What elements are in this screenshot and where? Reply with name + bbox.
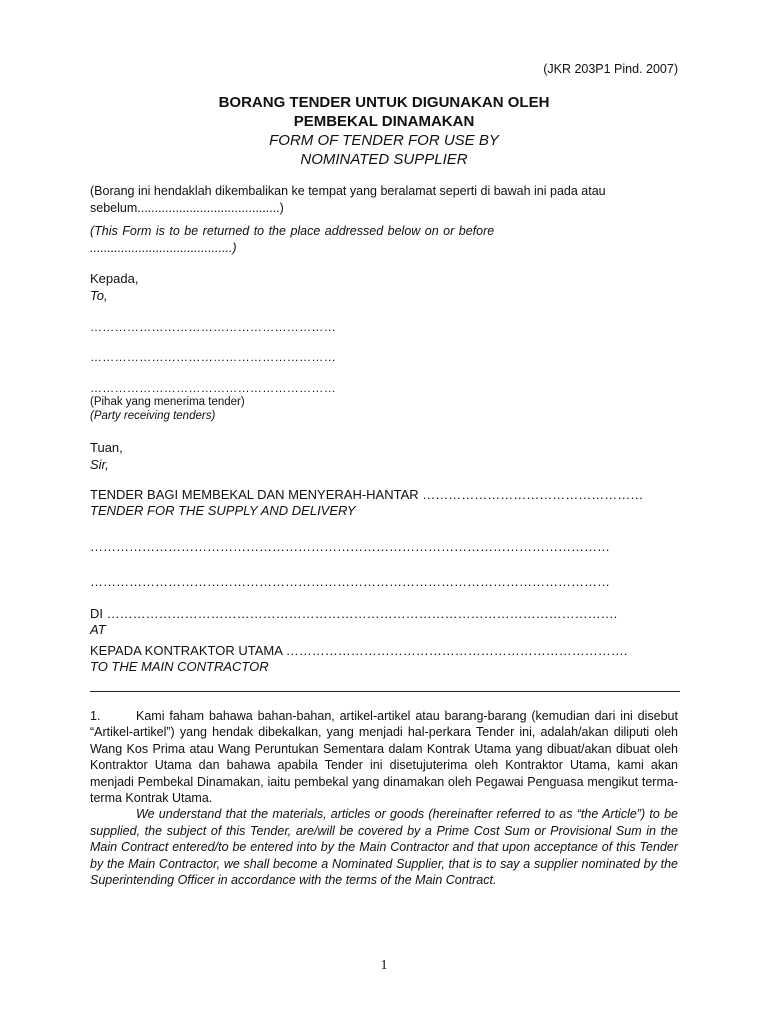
return-note-malay-line2: sebelum.........................................) — [90, 201, 284, 215]
clause-1-malay-text: Kami faham bahawa bahan-bahan, artikel-artikel atau barang-barang (kemudian dari ini disebut “Artikel-artikel”) yang hendak dibekalkan, yang menjadi hal-perkara Tender ini, adalah/akan diliputi oleh Wang Kos Prima atau Wang Peruntukan Sementara dalam Kontrak Utama yang dibuat/akan dibuat oleh Kontraktor Utama dan bahawa apabila Tender ini disetujuterima oleh Kontraktor Utama, kami akan menjadi Pembekal Dinamakan, iaitu pembekal yang dinamakan oleh Pegawai Penguasa mengikut terma-terma Kontrak Utama. — [90, 709, 678, 806]
location-english: AT — [90, 622, 106, 637]
main-contractor-english: TO THE MAIN CONTRACTOR — [90, 659, 269, 674]
addressee-label-malay: Kepada, — [90, 271, 139, 286]
horizontal-rule — [90, 691, 680, 692]
salutation-malay: Tuan, — [90, 440, 123, 455]
return-note-english-line2: .........................................) — [90, 241, 237, 255]
salutation-english: Sir, — [90, 457, 109, 472]
main-contractor-malay: KEPADA KONTRAKTOR UTAMA ……………………………………………………………………. — [90, 643, 628, 658]
tender-blank-line-1: ………………………………………………………………………………………………………… — [90, 539, 610, 554]
tender-for-malay: TENDER BAGI MEMBEKAL DAN MENYERAH-HANTAR …………………………………………… — [90, 487, 644, 502]
return-note-english-line1: (This Form is to be returned to the place addressed below on or before — [90, 224, 495, 238]
addressee-blank-line-2: …………………………………………………… — [90, 350, 336, 364]
title-malay-line1: BORANG TENDER UNTUK DIGUNAKAN OLEH — [218, 94, 550, 111]
clause-1-malay — [90, 708, 678, 806]
clause-1-english-text: We understand that the materials, articles or goods (hereinafter referred to as “the Article”) to be supplied, the subject of this Tender, are/will be covered by a Prime Cost Sum or Provisional Sum in the Main Contract entered/to be entered into by the Main Contractor and that upon acceptance of this Tender by the Main Contractor, we shall become a Nominated Supplier, that is to say a supplier nominated by the Superintending Officer in accordance with the terms of the Main Contract. — [90, 807, 678, 888]
tender-blank-line-2: ………………………………………………………………………………………………………… — [90, 574, 610, 589]
party-receiving-english: (Party receiving tenders) — [90, 410, 216, 422]
document-reference: (JKR 203P1 Pind. 2007) — [543, 62, 678, 76]
title-malay-line2: PEMBEKAL DINAMAKAN — [293, 113, 475, 130]
title-english-line2: NOMINATED SUPPLIER — [300, 151, 468, 168]
addressee-blank-line-3: …………………………………………………… — [90, 381, 336, 395]
addressee-blank-line-1: …………………………………………………… — [90, 320, 336, 334]
party-receiving-malay: (Pihak yang menerima tender) — [90, 396, 245, 408]
clause-1-english — [90, 806, 678, 888]
clause-1 — [90, 708, 678, 888]
tender-for-english: TENDER FOR THE SUPPLY AND DELIVERY — [90, 503, 356, 518]
addressee-label-english: To, — [90, 288, 108, 303]
return-note-malay-line1: (Borang ini hendaklah dikembalikan ke tempat yang beralamat seperti di bawah ini pada atau — [90, 184, 606, 198]
title-english-line1: FORM OF TENDER FOR USE BY — [269, 132, 499, 149]
clause-1-number: 1. — [90, 709, 101, 723]
page-number: 1 — [380, 958, 388, 973]
location-malay: DI ………………………………………………………………………………………………………. — [90, 606, 618, 621]
